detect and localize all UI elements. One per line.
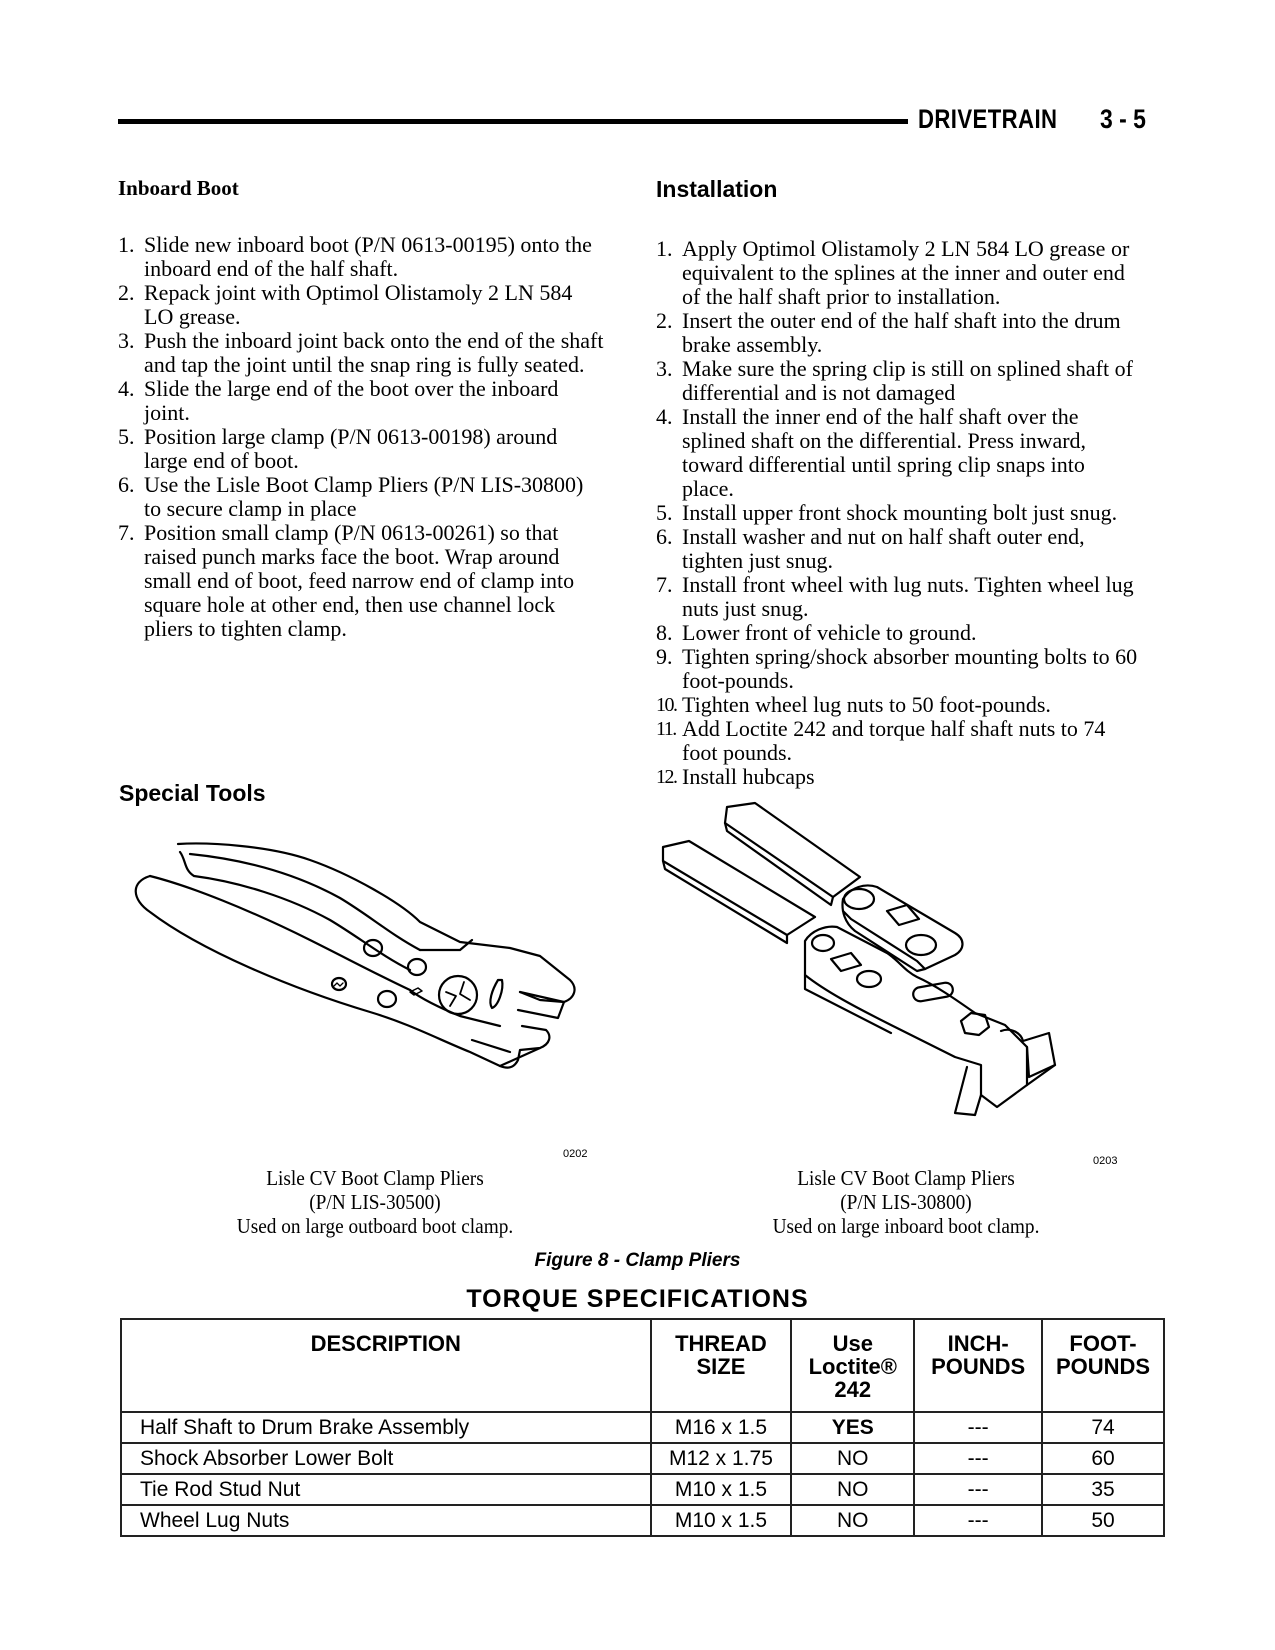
step-text-line: place. [682,476,734,501]
step-text-line: brake assembly. [682,332,823,357]
jaw-center-hole [439,976,477,1014]
list-item [118,473,623,521]
step-number: 2. [656,308,673,333]
list-item [656,717,1166,765]
installation-heading: Installation [656,176,778,202]
step-text-line: Make sure the spring clip is still on splined shaft of [682,356,1133,381]
cell-description: Half Shaft to Drum Brake Assembly [121,1412,651,1443]
header-text-line: POUNDS [931,1354,1026,1379]
cell-inch: --- [914,1474,1042,1505]
step-number: 1. [656,236,673,261]
step-text-line: of the half shaft prior to installation. [682,284,1001,309]
list-item [656,645,1166,693]
list-item [656,765,1166,789]
step-number: 7. [656,572,673,597]
step-text-line: Push the inboard joint back onto the end of the shaft [144,328,604,353]
header-rule [118,119,908,124]
list-item [118,425,623,473]
inboard-boot-heading: Inboard Boot [118,176,239,200]
list-item [656,621,1166,645]
caption-part-number: (P/N LIS-30500) [309,1190,441,1214]
header-text-line: DESCRIPTION [310,1331,461,1356]
torque-specifications-table [120,1318,1165,1537]
step-text-line: Tighten spring/shock absorber mounting bolts to 60 [682,644,1138,669]
step-text-line: pliers to tighten clamp. [144,616,347,641]
step-number: 1. [118,232,135,257]
figure-code-0203: 0203 [1093,1155,1118,1167]
list-item [118,377,623,425]
section-title: DRIVETRAIN [918,104,1058,134]
step-text-line: Insert the outer end of the half shaft into the drum [682,308,1121,333]
list-item [118,329,623,377]
step-text-line: large end of boot. [144,448,299,473]
step-text-line: Position large clamp (P/N 0613-00198) around [144,424,558,449]
header-text-line: INCH- [947,1331,1009,1356]
step-text-line: Add Loctite 242 and torque half shaft nuts to 74 [682,716,1106,741]
step-text-line: differential and is not damaged [682,380,956,405]
step-text-line: toward differential until spring clip snaps into [682,452,1085,477]
cell-thread: M16 x 1.5 [651,1412,792,1443]
step-text-line: tighten just snug. [682,548,833,573]
step-text-line: Slide new inboard boot (P/N 0613-00195) onto the [144,232,592,257]
cell-foot: 50 [1042,1505,1164,1536]
special-tools-heading: Special Tools [119,780,266,806]
header-text-line: FOOT- [1069,1331,1137,1356]
cell-inch: --- [914,1443,1042,1474]
step-text-line: splined shaft on the differential. Press inward, [682,428,1087,453]
step-number: 4. [118,376,135,401]
pliers-lower-handle [663,841,815,935]
caption-tool-name: Lisle CV Boot Clamp Pliers [797,1166,1015,1190]
column-header-description [121,1319,651,1412]
figure-caption: Figure 8 - Clamp Pliers [534,1250,741,1271]
step-number: 2. [118,280,135,305]
step-text-line: inboard end of the half shaft. [144,256,399,281]
cell-thread: M12 x 1.75 [651,1443,792,1474]
table-header-row [121,1319,1164,1412]
list-item [656,405,1166,501]
list-item [118,233,623,281]
list-item [656,357,1166,405]
step-text-line: Install upper front shock mounting bolt just snug. [682,500,1118,525]
caption-usage: Used on large outboard boot clamp. [236,1214,514,1238]
step-text-line: equivalent to the splines at the inner and outer end [682,260,1125,285]
cell-loctite: YES [791,1412,914,1443]
list-item [118,521,623,641]
step-text-line: square hole at other end, then use channel lock [144,592,556,617]
step-number: 4. [656,404,673,429]
pliers-lower-handle [136,876,550,1068]
table-row [121,1474,1164,1505]
header-text-line: POUNDS [1055,1354,1151,1379]
header-text-line: Loctite® [808,1354,897,1379]
step-text-line: Apply Optimol Olistamoly 2 LN 584 LO grease or [682,236,1130,261]
cell-description: Shock Absorber Lower Bolt [121,1443,651,1474]
hex-bolt [961,1013,989,1035]
step-number: 6. [118,472,135,497]
table-row [121,1443,1164,1474]
step-number: 9. [656,644,673,669]
figure-code-0202: 0202 [563,1148,588,1160]
rivet-upper [844,889,874,909]
torque-specifications-title: TORQUE SPECIFICATIONS [466,1285,809,1313]
step-text-line: Install washer and nut on half shaft outer end, [682,524,1085,549]
cell-inch: --- [914,1412,1042,1443]
table-row [121,1505,1164,1536]
cell-foot: 74 [1042,1412,1164,1443]
caption-usage: Used on large inboard boot clamp. [772,1214,1040,1238]
list-item [118,281,623,329]
step-number: 11. [656,718,676,740]
step-number: 3. [118,328,135,353]
step-text-line: Install hubcaps [682,764,815,789]
inboard-boot-section [118,176,623,641]
step-number: 8. [656,620,673,645]
step-text-line: nuts just snug. [682,596,809,621]
list-item [656,309,1166,357]
column-header-thread-size [651,1319,792,1412]
step-text-line: Repack joint with Optimol Olistamoly 2 LN 584 [144,280,573,305]
cell-foot: 60 [1042,1443,1164,1474]
header-text-line: Use [832,1331,873,1356]
column-header-inch-pounds [914,1319,1042,1412]
cell-thread: M10 x 1.5 [651,1505,792,1536]
installation-section [656,176,1166,789]
column-header-use-loctite [791,1319,914,1412]
step-number: 6. [656,524,673,549]
inboard-clamp-pliers-illustration [655,795,1125,1125]
step-text-line: foot pounds. [682,740,792,765]
figure-caption-left [191,1166,559,1238]
cell-description: Wheel Lug Nuts [121,1505,651,1536]
step-number: 10. [656,694,677,716]
step-text-line: to secure clamp in place [144,496,357,521]
cell-foot: 35 [1042,1474,1164,1505]
header-text-line: THREAD [675,1331,767,1356]
header-text-line: 242 [834,1377,872,1402]
step-text-line: Slide the large end of the boot over the inboard [144,376,559,401]
step-text-line: raised punch marks face the boot. Wrap around [144,544,560,569]
installation-steps [656,237,1166,789]
list-item [656,693,1166,717]
step-text-line: Install front wheel with lug nuts. Tighten wheel lug [682,572,1134,597]
step-number: 3. [656,356,673,381]
table-row [121,1412,1164,1443]
list-item [656,237,1166,309]
list-item [656,525,1166,573]
step-text-line: LO grease. [144,304,241,329]
step-text-line: foot-pounds. [682,668,794,693]
header-text-line: SIZE [696,1354,746,1379]
inboard-boot-steps [118,233,623,641]
step-text-line: Tighten wheel lug nuts to 50 foot-pounds. [682,692,1051,717]
step-text-line: Install the inner end of the half shaft over the [682,404,1079,429]
caption-tool-name: Lisle CV Boot Clamp Pliers [266,1166,484,1190]
step-number: 5. [118,424,135,449]
step-text-line: Use the Lisle Boot Clamp Pliers (P/N LIS-30800) [144,472,584,497]
cell-thread: M10 x 1.5 [651,1474,792,1505]
cell-loctite: NO [791,1443,914,1474]
cell-description: Tie Rod Stud Nut [121,1474,651,1505]
step-text-line: joint. [144,400,190,425]
step-number: 5. [656,500,673,525]
step-text-line: and tap the joint until the snap ring is fully seated. [144,352,585,377]
page-number: 3 - 5 [1100,104,1146,134]
figure-caption-right [722,1166,1090,1238]
outboard-clamp-pliers-illustration [120,830,590,1100]
step-number: 7. [118,520,135,545]
cell-loctite: NO [791,1474,914,1505]
list-item [656,501,1166,525]
step-number: 12. [656,766,677,788]
step-text-line: small end of boot, feed narrow end of clamp into [144,568,575,593]
pliers-upper-handle [725,803,860,897]
caption-part-number: (P/N LIS-30800) [840,1190,972,1214]
cell-inch: --- [914,1505,1042,1536]
column-header-foot-pounds [1042,1319,1164,1412]
step-text-line: Lower front of vehicle to ground. [682,620,977,645]
list-item [656,573,1166,621]
step-text-line: Position small clamp (P/N 0613-00261) so that [144,520,559,545]
cell-loctite: NO [791,1505,914,1536]
